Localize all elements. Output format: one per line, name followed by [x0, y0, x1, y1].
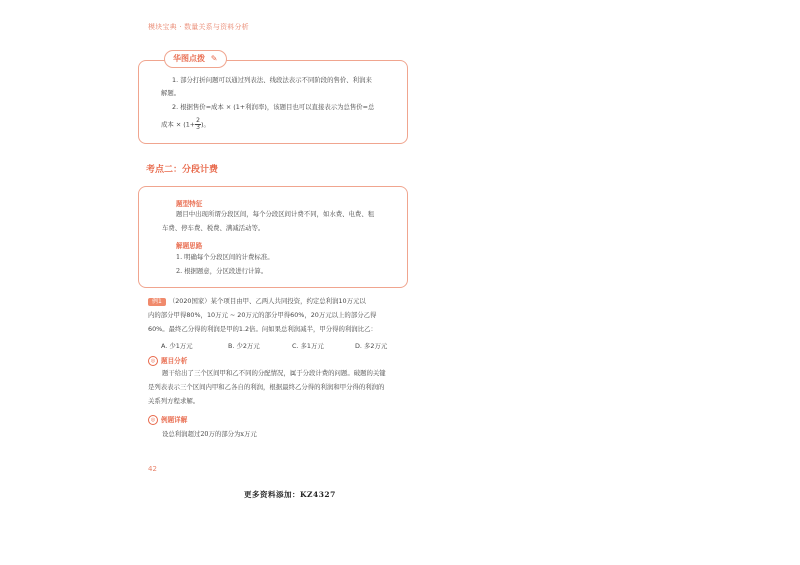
- footer-note: 更多资料添加：KZ4327: [244, 490, 336, 499]
- method-title: 解题思路: [176, 242, 203, 250]
- analysis-line-1: 题干给出了三个区间甲和乙不同的分配情况，属于分段计费的问题。破题的关键: [162, 369, 386, 377]
- feature-title: 题型特征: [176, 200, 203, 208]
- option-d: D. 多2万元: [355, 342, 388, 350]
- method-line-1: 1. 明确每个分段区间的计费标准。: [176, 253, 274, 261]
- explain-icon: ◎: [148, 415, 158, 425]
- option-b: B. 少2万元: [228, 342, 260, 350]
- tip-box: [138, 60, 408, 144]
- example-line-3: 60%。最终乙分得的利润是甲的1.2倍。问如果总利润减半，甲分得的利润比乙：: [148, 325, 377, 333]
- method-line-2: 2. 根据题意，分区段进行计算。: [176, 267, 268, 275]
- option-a: A. 少1万元: [161, 342, 193, 350]
- analysis-line-3: 关系列方程求解。: [148, 397, 200, 405]
- analysis-line-2: 是列表表示三个区间内甲和乙各自的利润，根据最终乙分得的利润和甲分得的利润的: [148, 383, 385, 391]
- fraction: $\frac{2}{3}$: [196, 117, 200, 131]
- pencil-icon: ✎: [210, 54, 218, 63]
- tip-line-2: 解题。: [161, 89, 181, 97]
- example-tag: 例1: [148, 298, 166, 306]
- page-header: 模块宝典 · 数量关系与资料分析: [148, 23, 249, 31]
- example-line-2: 内的部分甲得80%，10万元 ~ 20万元的部分甲得60%，20万元以上的部分乙得: [148, 311, 377, 319]
- explain-heading: ◎ 例题详解: [148, 414, 187, 425]
- tip-tag-label: 华图点拨: [173, 54, 205, 63]
- option-c: C. 多1万元: [292, 342, 324, 350]
- analysis-heading: ◎ 题目分析: [148, 355, 187, 366]
- feature-line-2: 车费、停车费、税费、满减活动等。: [162, 224, 265, 232]
- explain-line-1: 设总利润超过20万的部分为x万元: [162, 430, 257, 438]
- section-title: 考点二：分段计费: [146, 165, 219, 175]
- analysis-icon: ◎: [148, 356, 158, 366]
- tip-line-4: 成本 × (1+ $\frac{2}{3}$ )。: [161, 117, 210, 131]
- feature-line-1: 题目中出现所谓分段区间，每个分段区间计费不同，如水费、电费、租: [176, 210, 375, 218]
- tip-tag: [164, 50, 227, 68]
- tip-line-1: 1. 部分打折问题可以通过列表法、线段法表示不同阶段的售价、利润来: [172, 76, 372, 84]
- tip-line-3: 2. 根据售价=成本 × (1+利润率)，该题目也可以直接表示为总售价=总: [172, 103, 375, 111]
- page-number: 42: [148, 465, 157, 473]
- example-line-1: 例1 （2020国家）某个项目由甲、乙两人共同投资，约定总利润10万元以: [148, 297, 366, 306]
